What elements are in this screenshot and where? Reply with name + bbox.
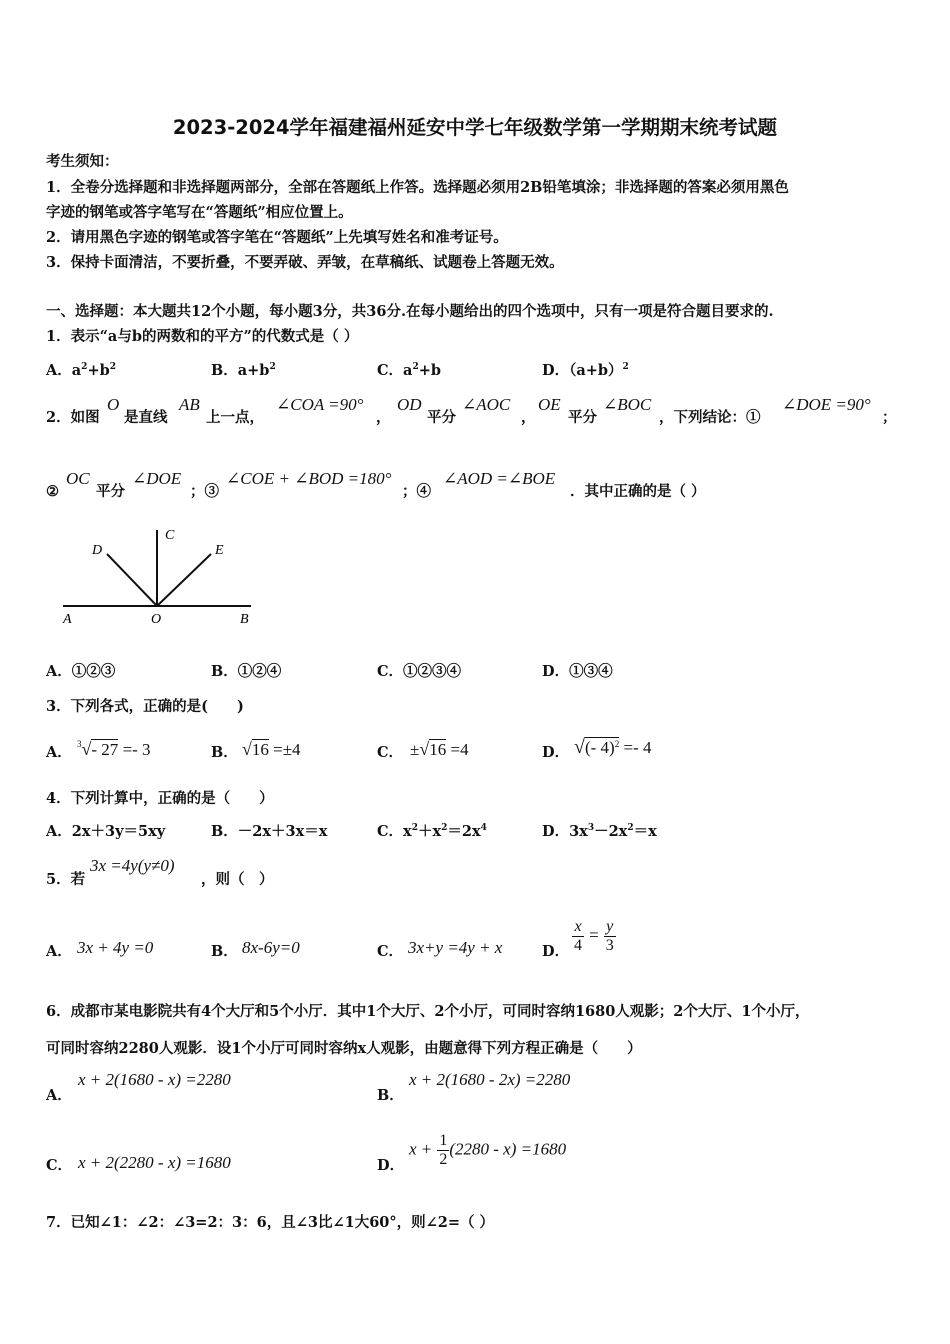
q2-text: ，下列结论：① xyxy=(659,409,761,426)
question-1-stem: 1．表示“a与b的两数和的平方”的代数式是（ ） xyxy=(46,328,359,345)
option-label: D． xyxy=(542,943,570,960)
root-index: 3 xyxy=(77,739,82,749)
q6-option-a-math: x + 2(1680 - x) =2280 xyxy=(78,1070,231,1089)
q1-option-a xyxy=(46,361,116,381)
q3-option-b-math xyxy=(242,739,301,760)
exponent: 2 xyxy=(81,362,88,372)
option-label: A． xyxy=(46,1087,72,1104)
q2-text: ② xyxy=(46,483,59,500)
q2-text: ；③ xyxy=(190,483,219,500)
radical-icon: √ xyxy=(81,739,92,759)
notice-item: 字迹的钢笔或答字笔写在“答题纸”相应位置上。 xyxy=(46,204,353,221)
term: －2x xyxy=(594,823,628,840)
math-angle-doe90: ∠DOE =90° xyxy=(782,395,871,414)
radicand: - 27 xyxy=(91,740,119,759)
notice-item: 2．请用黑色字迹的钢笔或答字笔在“答题纸”上先填写姓名和准考证号。 xyxy=(46,229,508,246)
q5-ask: ，则（ ） xyxy=(201,871,274,888)
option-label: D． xyxy=(542,823,570,840)
q4-option-b: B．－2x＋3x＝x xyxy=(211,823,328,840)
q5-option-a-math: 3x + 4y =0 xyxy=(77,938,154,957)
exponent: 2 xyxy=(109,362,116,372)
angle-diagram xyxy=(55,520,275,630)
option-label: A． xyxy=(46,943,72,960)
q6-option-c-math: x + 2(2280 - x) =1680 xyxy=(78,1153,231,1172)
option-label: C． xyxy=(377,744,404,761)
radical-icon: √ xyxy=(419,739,430,759)
term: x + xyxy=(409,1139,433,1159)
rhs: =- 4 xyxy=(623,738,652,757)
radicand: 16 xyxy=(251,740,269,759)
plus-minus: ± xyxy=(410,740,420,759)
option-label: C． xyxy=(377,943,404,960)
q5-option-b-math: 8x-6y=0 xyxy=(242,938,300,957)
ray-oe xyxy=(157,554,211,606)
fraction xyxy=(604,918,616,955)
term: 3x xyxy=(569,823,588,840)
option-label: A． xyxy=(46,362,72,379)
denominator: 3 xyxy=(605,937,614,954)
q3-option-c-math xyxy=(410,739,469,760)
term: ＝2x xyxy=(447,823,481,840)
math-O: O xyxy=(107,395,120,414)
math-angle-eq: ∠AOD =∠BOE xyxy=(443,469,556,488)
option-label: C． xyxy=(377,823,404,840)
numerator: 1 xyxy=(439,1132,448,1149)
q2-option-b: B．①②④ xyxy=(211,663,282,680)
q2-text: 是直线 xyxy=(124,409,168,426)
q2-text: 平分 xyxy=(96,483,125,500)
exponent: 2 xyxy=(412,362,419,372)
q4-option-c xyxy=(377,822,487,842)
math-angle-coa: ∠COA =90° xyxy=(276,395,364,414)
option-math: a+b xyxy=(237,362,270,379)
option-label: D． xyxy=(542,744,570,761)
numerator: x xyxy=(572,918,584,937)
fraction xyxy=(572,918,584,955)
notice-item: 3．保持卡面清洁，不要折叠，不要弄破、弄皱，在草稿纸、试题卷上答题无效。 xyxy=(46,254,564,271)
q2-text: 平分 xyxy=(427,409,456,426)
question-3-stem: 3．下列各式，正确的是( ) xyxy=(46,698,244,715)
label-A: A xyxy=(63,612,72,627)
option-label: C． xyxy=(46,1157,73,1174)
option-label: B． xyxy=(211,943,238,960)
term: ＝x xyxy=(633,823,657,840)
radical-icon: √ xyxy=(242,739,252,759)
option-label: D． xyxy=(542,362,570,379)
q1-option-d xyxy=(542,361,629,381)
denominator: 4 xyxy=(574,937,582,954)
option-label: B． xyxy=(211,362,238,379)
denominator: 2 xyxy=(439,1151,448,1168)
label-C: C xyxy=(165,528,175,543)
option-math: +b xyxy=(418,362,442,379)
equals: = xyxy=(589,925,599,945)
term: x xyxy=(403,823,412,840)
q2-text: ．其中正确的是（ ） xyxy=(570,483,706,500)
q2-text: 上一点， xyxy=(206,409,264,426)
label-B: B xyxy=(240,612,249,627)
math-angle-doe: ∠DOE xyxy=(132,469,182,488)
q1-option-b xyxy=(211,361,276,381)
q4-option-d xyxy=(542,822,657,842)
exponent: 3 xyxy=(587,823,595,833)
question-6-stem: 可同时容纳2280人观影．设1个小厅可同时容纳x人观影，由题意得下列方程正确是（ ） xyxy=(46,1040,642,1057)
numerator: y xyxy=(604,918,616,937)
label-E: E xyxy=(215,543,224,558)
math-angle-aoc: ∠AOC xyxy=(462,395,511,414)
q1-option-c xyxy=(377,361,441,381)
math-angle-boc: ∠BOC xyxy=(603,395,652,414)
q2-option-d: D．①③④ xyxy=(542,663,613,680)
question-7-stem: 7．已知∠1：∠2：∠3=2：3：6，且∠3比∠1大60°，则∠2=（ ） xyxy=(46,1214,495,1231)
q5-option-d-math xyxy=(572,918,616,955)
math-OE: OE xyxy=(538,395,561,414)
option-label: B． xyxy=(211,744,238,761)
label-D: D xyxy=(92,543,103,558)
math-OD: OD xyxy=(397,395,422,414)
option-label: D． xyxy=(377,1157,405,1174)
option-math: （a+b） xyxy=(569,362,623,379)
exponent: 2 xyxy=(614,739,620,749)
q2-text: ， xyxy=(376,409,391,426)
option-math: a xyxy=(403,362,413,379)
radical-icon: √ xyxy=(574,736,585,758)
q2-option-c: C．①②③④ xyxy=(377,663,462,680)
exponent: 4 xyxy=(480,823,487,833)
exponent: 2 xyxy=(411,823,418,833)
notice-heading: 考生须知： xyxy=(46,153,119,170)
q2-text: ；④ xyxy=(402,483,431,500)
term: ＋x xyxy=(417,823,442,840)
option-math: a xyxy=(71,362,82,379)
notice-item: 1．全卷分选择题和非选择题两部分，全部在答题纸上作答。选择题必须用2B铅笔填涂；非选择题的答案必须用黑色 xyxy=(46,179,789,196)
label-O: O xyxy=(151,612,162,627)
rhs: =±4 xyxy=(273,740,301,759)
math-angle-sum: ∠COE + ∠BOD =180° xyxy=(226,469,392,488)
q2-option-a: A．①②③ xyxy=(46,663,116,680)
ray-od xyxy=(107,554,157,606)
option-label: B． xyxy=(377,1087,404,1104)
q2-text: 平分 xyxy=(568,409,597,426)
question-6-stem: 6．成都市某电影院共有4个大厅和5个小厅．其中1个大厅、2个小厅，可同时容纳1680人观影；2个大厅、1个小厅， xyxy=(46,1003,810,1020)
page-title: 2023-2024学年福建福州延安中学七年级数学第一学期期末统考试题 xyxy=(172,116,778,139)
section-heading: 一、选择题：本大题共12个小题，每小题3分，共36分.在每小题给出的四个选项中，只有一项是符合题目要求的. xyxy=(46,303,774,320)
q6-option-b-math: x + 2(1680 - 2x) =2280 xyxy=(409,1070,571,1089)
q3-option-d-math xyxy=(574,737,651,758)
q4-option-a: A．2x＋3y＝5xy xyxy=(46,823,166,840)
option-label: C． xyxy=(377,362,404,379)
rhs: =- 3 xyxy=(122,740,151,759)
exponent: 2 xyxy=(627,823,634,833)
question-4-stem: 4．下列计算中，正确的是（ ） xyxy=(46,790,274,807)
term: (2280 - x) =1680 xyxy=(449,1139,567,1159)
q2-text: ， xyxy=(521,409,536,426)
radicand: (- 4) xyxy=(584,738,615,757)
q3-option-a-math xyxy=(77,739,151,760)
q5-condition-math: 3x =4y(y≠0) xyxy=(90,856,175,875)
radicand: 16 xyxy=(429,740,447,759)
rhs: =4 xyxy=(450,740,469,759)
exponent: 2 xyxy=(622,362,629,372)
math-AB: AB xyxy=(179,395,200,414)
exponent: 2 xyxy=(441,823,448,833)
exponent: 2 xyxy=(269,362,276,372)
q2-text: ； xyxy=(882,409,897,426)
option-math: +b xyxy=(87,362,110,379)
math-OC: OC xyxy=(66,469,90,488)
fraction xyxy=(437,1132,449,1169)
q6-option-d-math xyxy=(409,1132,566,1169)
q5-option-c-math: 3x+y =4y + x xyxy=(408,938,503,957)
question-2-num: 2．如图 xyxy=(46,409,100,426)
option-label: A． xyxy=(46,744,72,761)
question-5-num: 5．若 xyxy=(46,871,86,888)
